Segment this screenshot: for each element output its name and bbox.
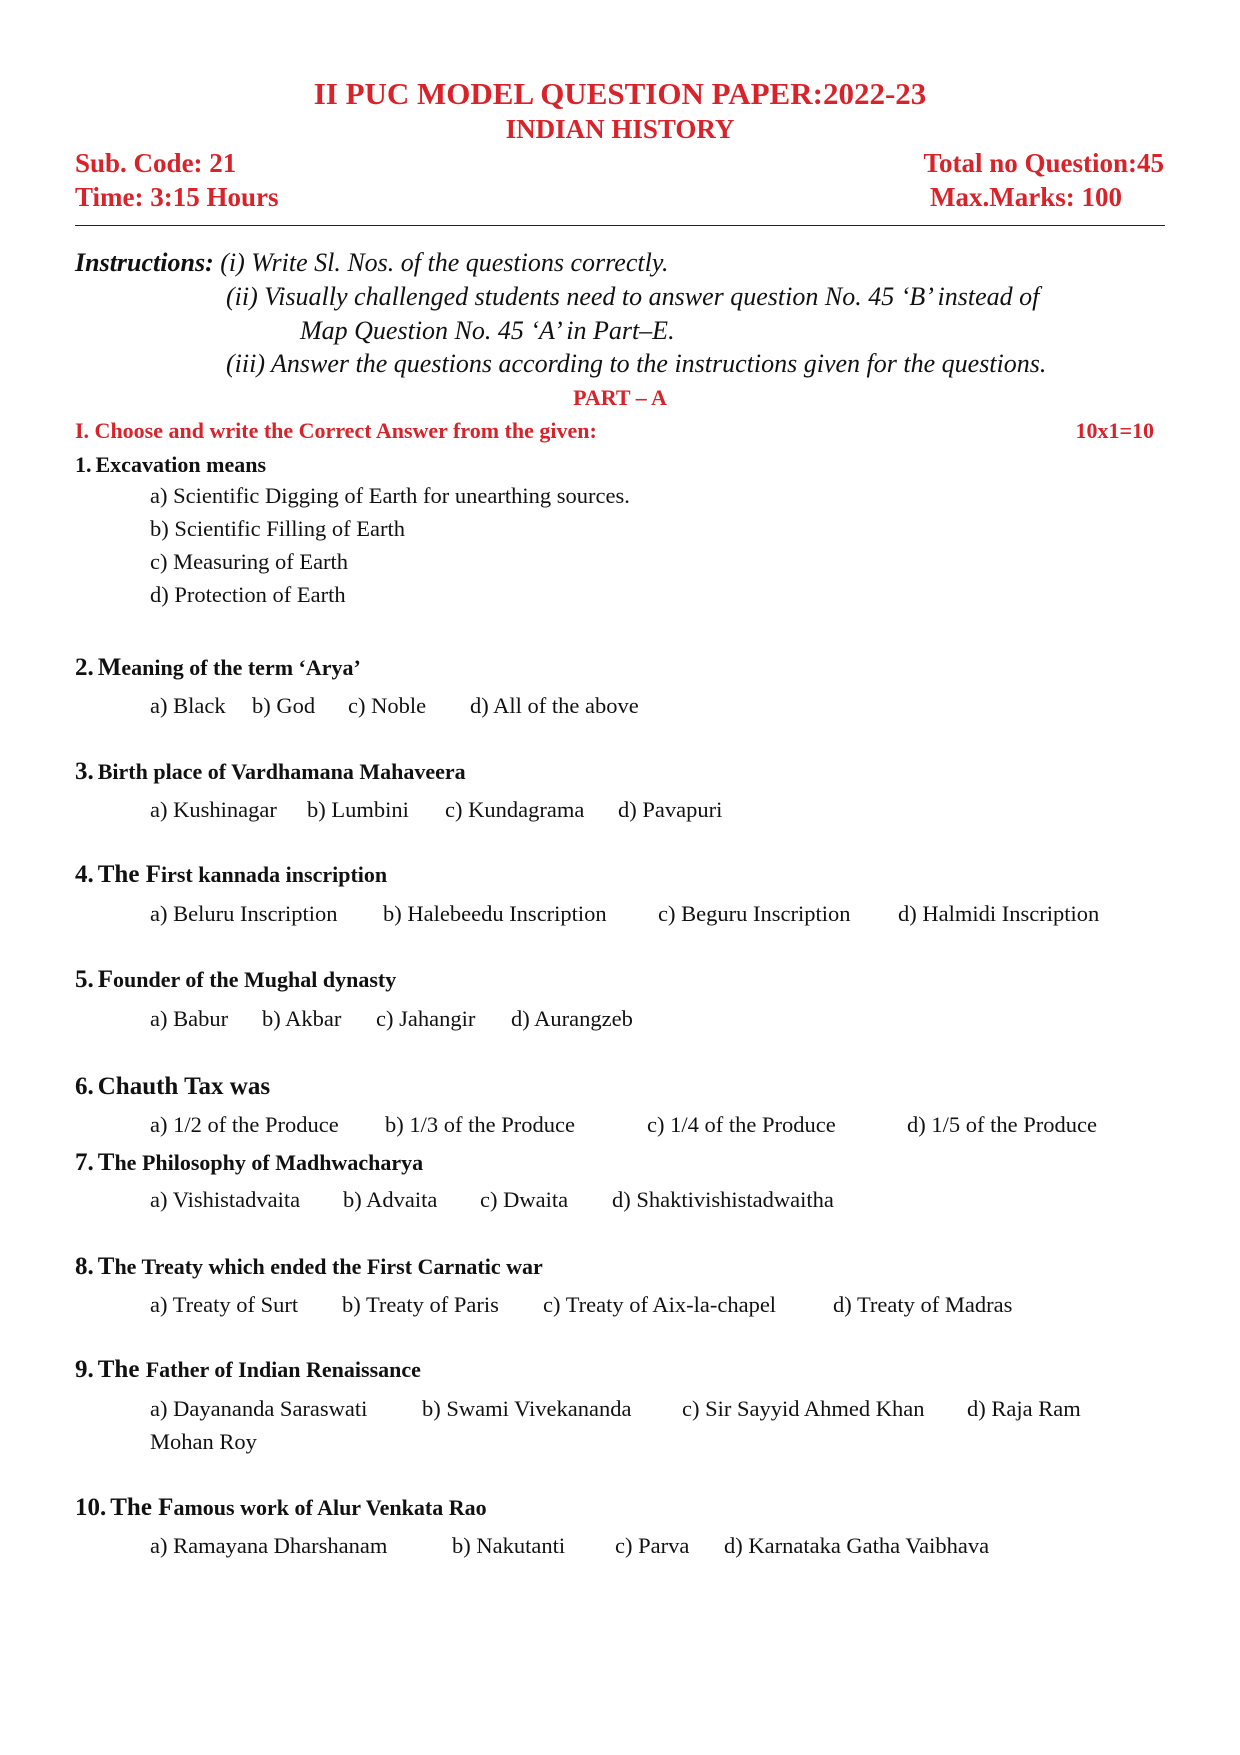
option-b: b) Lumbini (307, 797, 409, 822)
option-b: b) Halebeedu Inscription (383, 901, 607, 926)
option-b: b) Nakutanti (452, 1533, 566, 1558)
option-d: d) All of the above (470, 693, 639, 718)
header-divider (75, 225, 1165, 226)
option-a: a) Kushinagar (150, 797, 277, 822)
instructions-label: Instructions: (75, 248, 214, 277)
question-9 (75, 1356, 421, 1384)
question-text: Excavation means (95, 452, 266, 477)
instruction-iii: (iii) Answer the questions according to the instructions given for the questions. (226, 349, 1047, 378)
question-text-cap: T (97, 1253, 115, 1280)
option-b: b) Advaita (343, 1187, 438, 1212)
paper-title: II PUC MODEL QUESTION PAPER:2022-23 (313, 76, 927, 111)
question-8 (75, 1253, 543, 1281)
question-text-cap: F (97, 966, 114, 993)
question-text: Birth place of Vardhamana Mahaveera (97, 759, 466, 784)
question-text: he Philosophy of Madhwacharya (114, 1150, 424, 1175)
option-d: d) Halmidi Inscription (898, 901, 1100, 926)
subject-title: INDIAN HISTORY (505, 114, 735, 144)
question-3-options (150, 797, 722, 823)
section-marks: 10x1=10 (1075, 418, 1154, 443)
option-b: b) Scientific Filling of Earth (150, 516, 405, 541)
option-d: d) Treaty of Madras (833, 1292, 1013, 1317)
question-text: ounder of the Mughal dynasty (113, 967, 397, 992)
option-c: c) 1/4 of the Produce (647, 1112, 836, 1137)
instruction-i: (i) Write Sl. Nos. of the questions correctly. (220, 248, 669, 277)
question-number: 8. (75, 1253, 94, 1280)
part-heading: PART – A (573, 385, 667, 410)
option-d: d) Protection of Earth (150, 582, 346, 607)
question-number: 4. (75, 861, 94, 888)
option-b: b) 1/3 of the Produce (385, 1112, 575, 1137)
section-heading: I. Choose and write the Correct Answer from the given: (75, 418, 597, 443)
option-b: b) Swami Vivekananda (422, 1396, 632, 1421)
question-9-options (150, 1396, 1081, 1422)
option-a: a) Black (150, 693, 226, 718)
option-d: d) Shaktivishistadwaitha (612, 1187, 834, 1212)
question-text: irst kannada inscription (160, 862, 388, 887)
question-number: 1. (75, 452, 92, 477)
instruction-line-1 (75, 248, 668, 278)
option-a: a) Vishistadvaita (150, 1187, 301, 1212)
option-c: c) Treaty of Aix-la-chapel (543, 1292, 777, 1317)
option-a: a) Scientific Digging of Earth for unearthing sources. (150, 483, 630, 508)
question-text-cap: M (97, 654, 122, 681)
question-4-options (150, 901, 1099, 927)
option-a: a) Babur (150, 1006, 229, 1031)
question-10-options (150, 1533, 989, 1559)
option-c: c) Jahangir (376, 1006, 476, 1031)
question-8-options (150, 1292, 1012, 1318)
option-c: c) Parva (615, 1533, 690, 1558)
option-a: a) Treaty of Surt (150, 1292, 299, 1317)
question-number: 3. (75, 758, 94, 785)
sub-code: Sub. Code: 21 (75, 148, 237, 178)
option-c: c) Noble (348, 693, 427, 718)
instruction-ii-line-1: (ii) Visually challenged students need to answer question No. 45 ‘B’ instead of (226, 282, 1040, 311)
option-a: a) Beluru Inscription (150, 901, 338, 926)
option-c: c) Beguru Inscription (658, 901, 851, 926)
question-text: Chauth Tax was (97, 1073, 271, 1100)
option-b: b) Treaty of Paris (342, 1292, 499, 1317)
question-text: amous work of Alur Venkata Rao (173, 1495, 487, 1520)
question-number: 5. (75, 966, 94, 993)
question-text-cap: The (97, 1356, 146, 1383)
option-d: d) Aurangzeb (511, 1006, 633, 1031)
question-2 (75, 654, 361, 682)
option-d: d) 1/5 of the Produce (907, 1112, 1097, 1137)
option-c: c) Sir Sayyid Ahmed Khan (682, 1396, 925, 1421)
time-allowed: Time: 3:15 Hours (75, 182, 279, 212)
question-number: 6. (75, 1073, 94, 1100)
option-c: c) Measuring of Earth (150, 549, 349, 574)
question-7-options (150, 1187, 834, 1213)
total-questions: Total no Question:45 (923, 148, 1164, 178)
question-number: 9. (75, 1356, 94, 1383)
question-number: 7. (75, 1149, 94, 1176)
question-1 (75, 452, 266, 478)
question-number: 10. (75, 1494, 107, 1521)
question-3 (75, 758, 466, 786)
question-text-cap: The F (110, 1494, 174, 1521)
question-6-options (150, 1112, 1097, 1138)
question-5 (75, 966, 396, 994)
option-b: b) God (252, 693, 316, 718)
question-number: 2. (75, 654, 94, 681)
option-a: a) 1/2 of the Produce (150, 1112, 339, 1137)
question-4 (75, 861, 387, 889)
max-marks: Max.Marks: 100 (930, 182, 1122, 212)
question-10 (75, 1494, 487, 1522)
instruction-ii-line-2: Map Question No. 45 ‘A’ in Part–E. (300, 316, 675, 345)
option-d: d) Karnataka Gatha Vaibhava (724, 1533, 990, 1558)
option-d: d) Pavapuri (618, 797, 723, 822)
question-text: eaning of the term ‘Arya’ (121, 655, 361, 680)
option-d: d) Raja Ram (967, 1396, 1081, 1421)
option-a: a) Ramayana Dharshanam (150, 1533, 388, 1558)
option-a: a) Dayananda Saraswati (150, 1396, 368, 1421)
option-b: b) Akbar (262, 1006, 342, 1031)
question-text-cap: T (97, 1149, 115, 1176)
question-2-options (150, 693, 639, 719)
question-5-options (150, 1006, 633, 1032)
question-7 (75, 1149, 423, 1177)
option-c: c) Kundagrama (445, 797, 585, 822)
question-6 (75, 1073, 270, 1101)
question-text: Father of Indian Renaissance (145, 1357, 421, 1382)
question-text-cap: The F (97, 861, 161, 888)
question-text: he Treaty which ended the First Carnatic war (114, 1254, 543, 1279)
option-d-continued: Mohan Roy (150, 1429, 257, 1454)
option-c: c) Dwaita (480, 1187, 569, 1212)
